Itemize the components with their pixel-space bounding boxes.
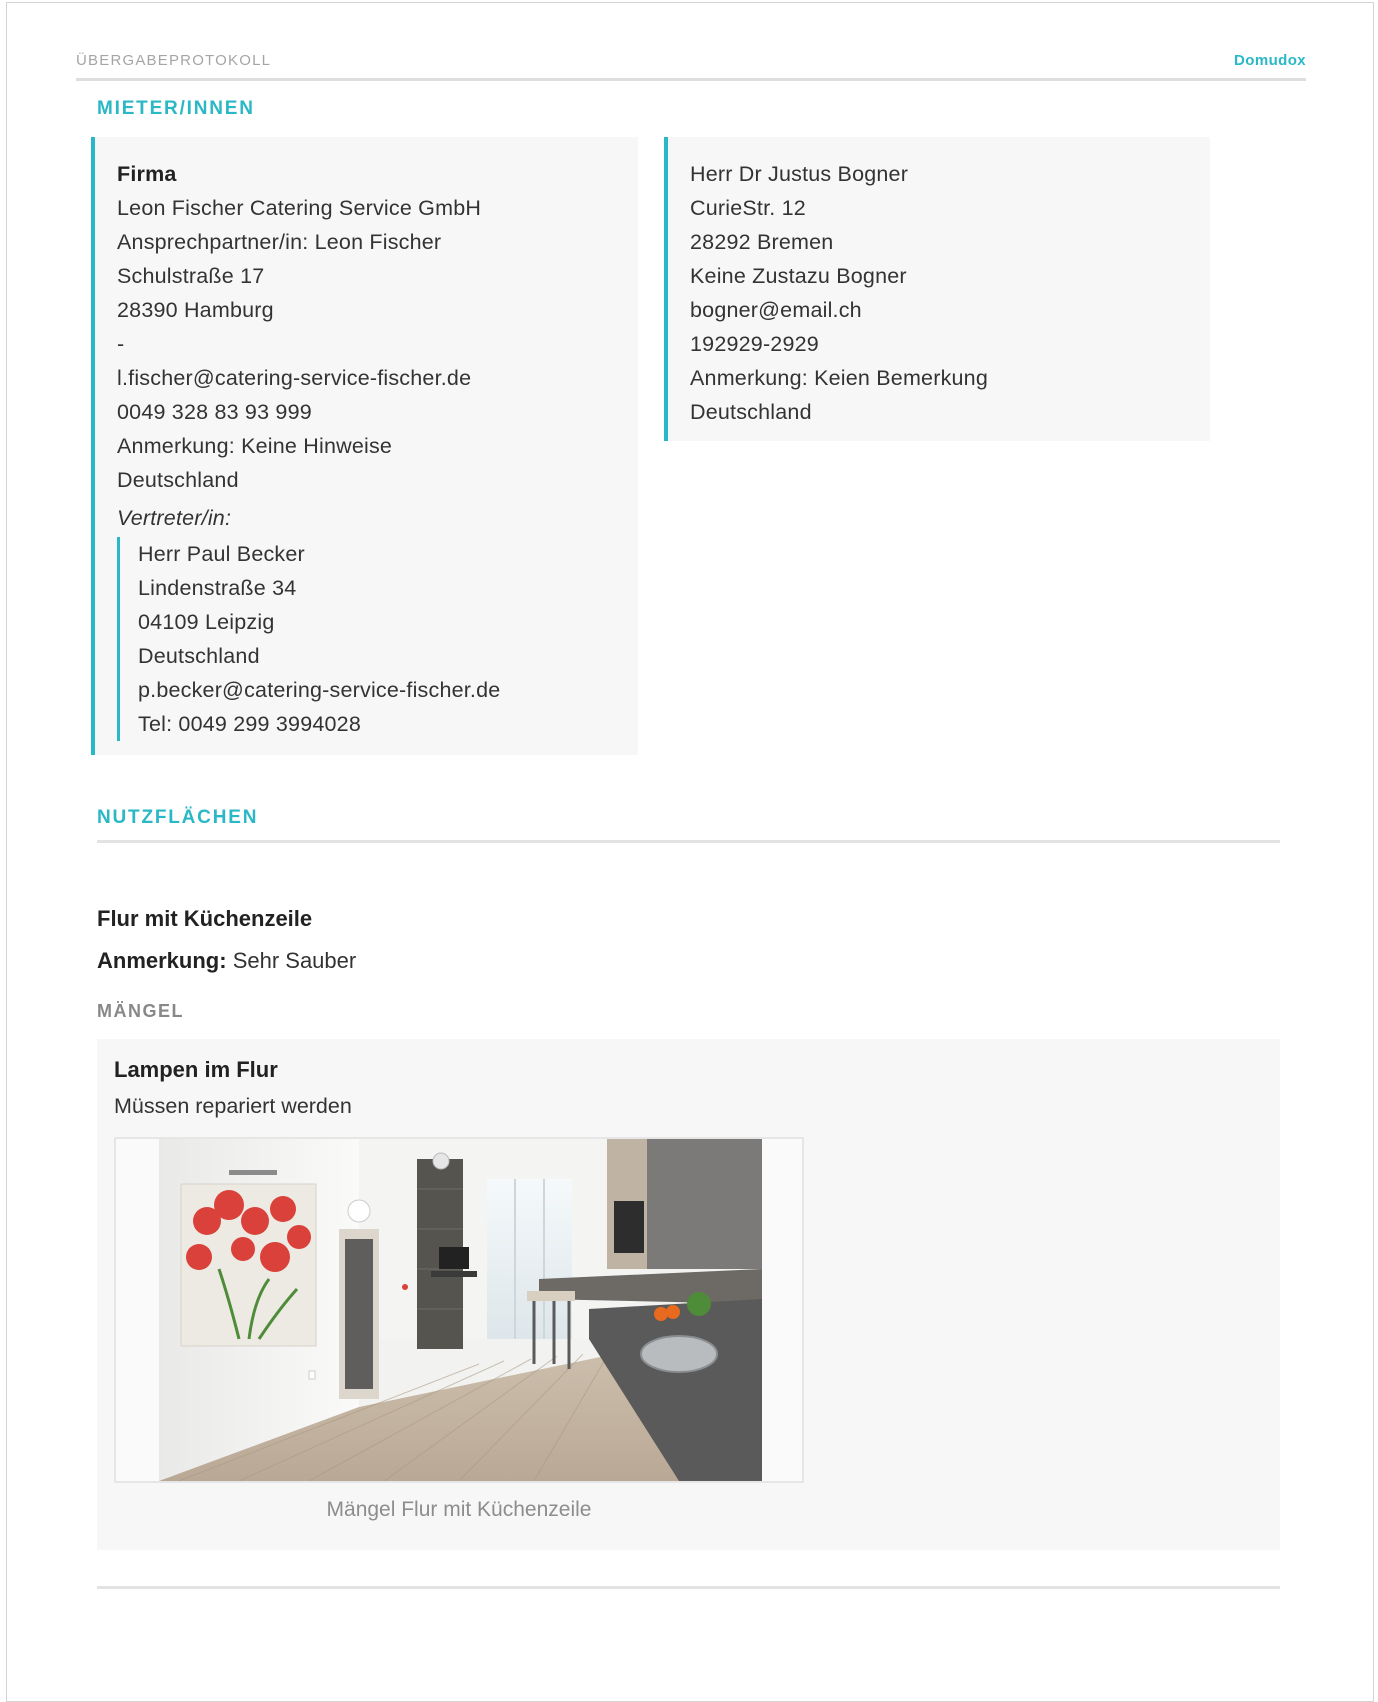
defect-description: Müssen repariert werden xyxy=(114,1094,352,1118)
representative-phone: Tel: 0049 299 3994028 xyxy=(138,712,361,736)
company-email[interactable]: l.fischer@catering-service-fischer.de xyxy=(117,366,472,390)
tenant-person-card xyxy=(664,137,1210,441)
tenant-company-card xyxy=(91,137,638,755)
header-divider xyxy=(76,78,1306,81)
defects-label: MÄNGEL xyxy=(97,1001,184,1021)
company-note: Anmerkung: Keine Hinweise xyxy=(117,434,393,458)
contact-person: Ansprechpartner/in: Leon Fischer xyxy=(117,230,442,254)
person-email[interactable]: bogner@email.ch xyxy=(690,298,862,322)
room-note-value: Sehr Sauber xyxy=(232,948,357,973)
areas-divider xyxy=(97,840,1280,843)
brand-logo-text: Domudox xyxy=(1234,52,1306,69)
room-title: Flur mit Küchenzeile xyxy=(97,906,313,931)
defect-photo-frame[interactable] xyxy=(114,1137,804,1483)
room-note xyxy=(97,948,356,974)
company-country: Deutschland xyxy=(117,468,239,492)
representative-street: Lindenstraße 34 xyxy=(138,576,297,600)
representative-city: 04109 Leipzig xyxy=(138,610,275,634)
company-name: Leon Fischer Catering Service GmbH xyxy=(117,196,482,220)
tenant-type-label: Firma xyxy=(117,162,177,186)
room-note-label: Anmerkung: xyxy=(97,948,227,973)
company-city: 28390 Hamburg xyxy=(117,298,274,322)
areas-section-heading: NUTZFLÄCHEN xyxy=(97,807,259,828)
bottom-divider xyxy=(97,1586,1280,1589)
person-city: 28292 Bremen xyxy=(690,230,834,254)
running-header xyxy=(76,52,1306,69)
person-address-addition: Keine Zustazu Bogner xyxy=(690,264,907,288)
defect-card xyxy=(97,1039,1280,1550)
company-phone: 0049 328 83 93 999 xyxy=(117,400,312,424)
person-country: Deutschland xyxy=(690,400,812,424)
person-street: CurieStr. 12 xyxy=(690,196,806,220)
defect-title: Lampen im Flur xyxy=(114,1057,278,1082)
room-photo[interactable] xyxy=(159,1139,762,1481)
representative-label: Vertreter/in: xyxy=(117,506,232,530)
representative-email[interactable]: p.becker@catering-service-fischer.de xyxy=(138,678,501,702)
person-name: Herr Dr Justus Bogner xyxy=(690,162,909,186)
representative-country: Deutschland xyxy=(138,644,260,668)
person-phone: 192929-2929 xyxy=(690,332,819,356)
photo-caption: Mängel Flur mit Küchenzeile xyxy=(326,1498,592,1521)
representative-name: Herr Paul Becker xyxy=(138,542,305,566)
company-street: Schulstraße 17 xyxy=(117,264,265,288)
representative-block xyxy=(117,537,616,741)
company-placeholder-dash: - xyxy=(117,332,125,356)
tenants-section-heading: MIETER/INNEN xyxy=(97,98,255,119)
person-note: Anmerkung: Keien Bemerkung xyxy=(690,366,989,390)
document-type-label: ÜBERGABEPROTOKOLL xyxy=(76,52,272,69)
